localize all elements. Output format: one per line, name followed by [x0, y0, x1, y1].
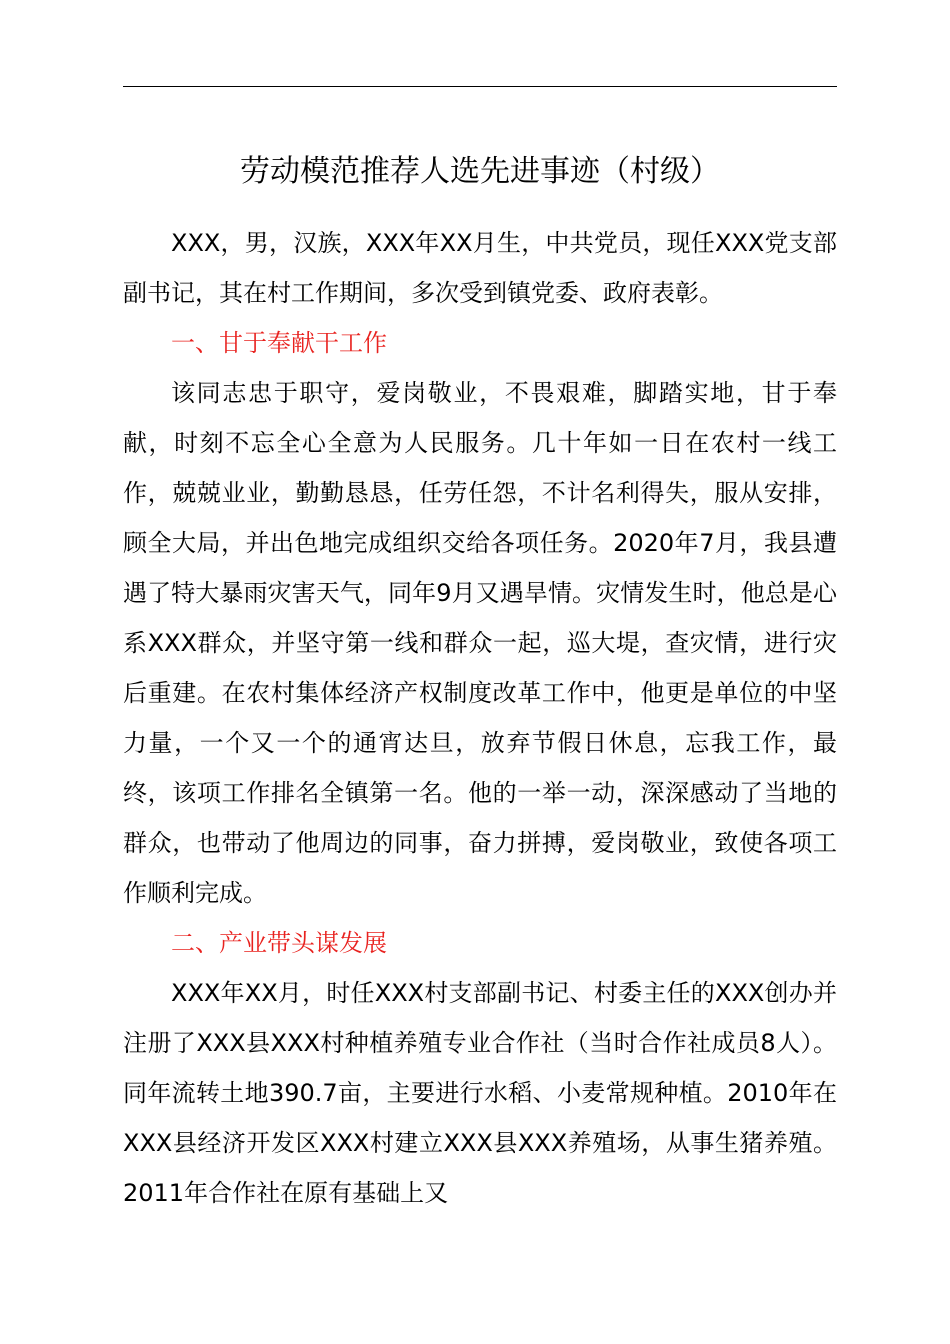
header-rule: [123, 86, 837, 87]
document-body: [123, 142, 837, 1218]
page-title: 劳动模范推荐人选先进事迹（村级）: [240, 154, 720, 189]
section-body-2: XXX年XX月，时任XXX村支部副书记、村委主任的XXX创办并注册了XXX县XXX村种植养殖专业合作社（当时合作社成员8人）。同年流转土地390.7亩，主要进行水稻、小麦常规种植。2010年在XXX县经济开发区XXX村建立XXX县XXX养殖场，从事生猪养殖。2011年合作社在原有基础上又: [123, 979, 837, 1207]
section-heading-2: 二、产业带头谋发展: [171, 929, 387, 957]
section-heading-1: 一、甘于奉献干工作: [171, 329, 387, 357]
intro-paragraph: XXX，男，汉族，XXX年XX月生，中共党员，现任XXX党支部副书记，其在村工作期间，多次受到镇党委、政府表彰。: [123, 229, 837, 307]
title-spacer: [123, 202, 837, 218]
section-body-1: 该同志忠于职守，爱岗敬业，不畏艰难，脚踏实地，甘于奉献，时刻不忘全心全意为人民服务。几十年如一日在农村一线工作，兢兢业业，勤勤恳恳，任劳任怨，不计名利得失，服从安排，顾全大局，并出色地完成组织交给各项任务。2020年7月，我县遭遇了特大暴雨灾害天气，同年9月又遇旱情。灾情发生时，他总是心系XXX群众，并坚守第一线和群众一起，巡大堤，查灾情，进行灾后重建。在农村集体经济产权制度改革工作中，他更是单位的中坚力量，一个又一个的通宵达旦，放弃节假日休息，忘我工作，最终，该项工作排名全镇第一名。他的一举一动，深深感动了当地的群众，也带动了他周边的同事，奋力拼搏，爱岗敬业，致使各项工作顺利完成。: [123, 379, 837, 907]
